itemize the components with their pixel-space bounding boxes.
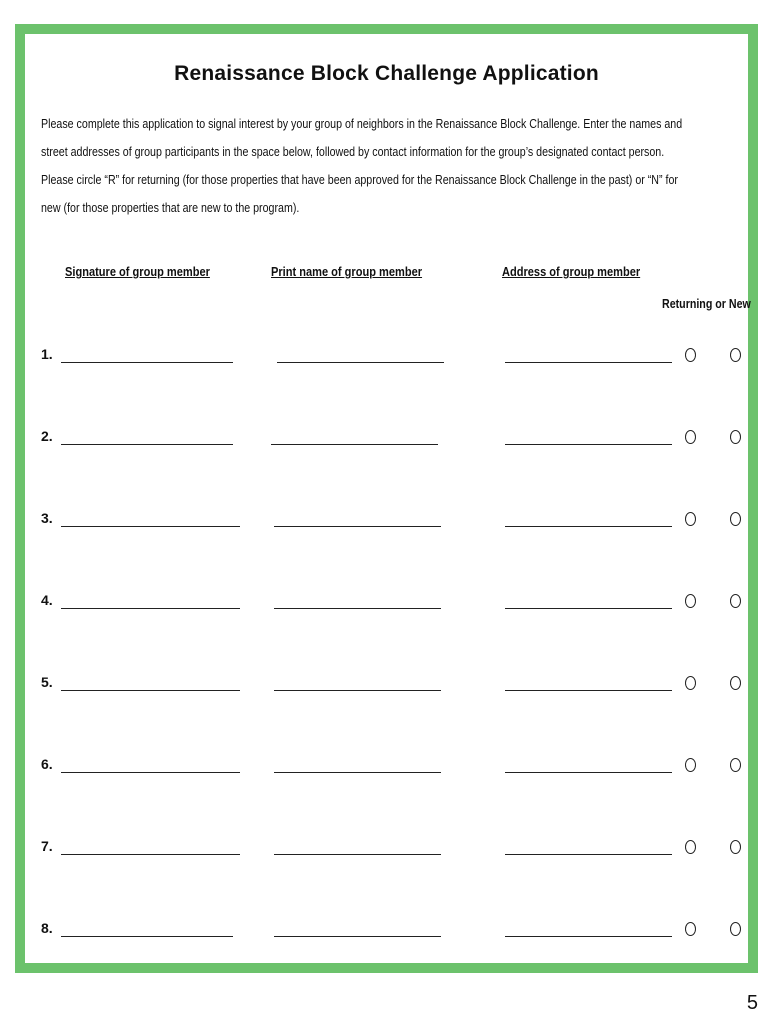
address-field[interactable] <box>505 444 672 445</box>
address-column-header: Address of group member <box>502 264 641 279</box>
instructions-line: street addresses of group participants in the space below, followed by contact information for the group’s designated contact person. <box>41 144 665 159</box>
print-name-field[interactable] <box>271 444 438 445</box>
signature-field[interactable] <box>61 526 240 527</box>
row-number: 3. <box>41 510 53 526</box>
row-number: 6. <box>41 756 53 772</box>
new-circle-option[interactable] <box>730 512 741 526</box>
address-field[interactable] <box>505 772 672 773</box>
row-number: 2. <box>41 428 53 444</box>
new-circle-option[interactable] <box>730 594 741 608</box>
row-number: 7. <box>41 838 53 854</box>
print-name-field[interactable] <box>274 772 441 773</box>
instructions-line: Please complete this application to signal interest by your group of neighbors in the Renaissance Block Challenge. Enter the names and <box>41 116 683 131</box>
address-field[interactable] <box>505 526 672 527</box>
print-name-field[interactable] <box>274 608 441 609</box>
signature-field[interactable] <box>61 608 240 609</box>
new-circle-option[interactable] <box>730 758 741 772</box>
signature-field[interactable] <box>61 362 233 363</box>
print-name-column-header: Print name of group member <box>271 264 423 279</box>
member-row <box>25 428 748 458</box>
signature-field[interactable] <box>61 936 233 937</box>
returning-circle-option[interactable] <box>685 758 696 772</box>
returning-circle-option[interactable] <box>685 676 696 690</box>
application-frame <box>15 24 758 973</box>
returning-circle-option[interactable] <box>685 512 696 526</box>
page-title: Renaissance Block Challenge Application <box>174 62 599 85</box>
returning-circle-option[interactable] <box>685 840 696 854</box>
row-number: 5. <box>41 674 53 690</box>
new-circle-option[interactable] <box>730 430 741 444</box>
row-number: 1. <box>41 346 53 362</box>
member-row <box>25 592 748 622</box>
print-name-field[interactable] <box>274 854 441 855</box>
row-number: 4. <box>41 592 53 608</box>
signature-field[interactable] <box>61 854 240 855</box>
returning-or-new-header: Returning or New <box>662 296 751 311</box>
signature-column-header: Signature of group member <box>65 264 210 279</box>
returning-circle-option[interactable] <box>685 594 696 608</box>
member-row <box>25 920 748 950</box>
member-row <box>25 838 748 868</box>
print-name-field[interactable] <box>274 690 441 691</box>
address-field[interactable] <box>505 936 672 937</box>
row-number: 8. <box>41 920 53 936</box>
address-field[interactable] <box>505 690 672 691</box>
member-row <box>25 510 748 540</box>
member-row <box>25 756 748 786</box>
print-name-field[interactable] <box>277 362 444 363</box>
member-row <box>25 674 748 704</box>
new-circle-option[interactable] <box>730 922 741 936</box>
instructions-line: Please circle “R” for returning (for those properties that have been approved for the Renaissance Block Challenge in the past) or “N” for <box>41 172 678 187</box>
address-field[interactable] <box>505 608 672 609</box>
print-name-field[interactable] <box>274 936 441 937</box>
instructions-paragraph <box>41 110 742 222</box>
signature-field[interactable] <box>61 444 233 445</box>
returning-circle-option[interactable] <box>685 430 696 444</box>
new-circle-option[interactable] <box>730 348 741 362</box>
address-field[interactable] <box>505 362 672 363</box>
new-circle-option[interactable] <box>730 840 741 854</box>
signature-field[interactable] <box>61 690 240 691</box>
returning-circle-option[interactable] <box>685 922 696 936</box>
print-name-field[interactable] <box>274 526 441 527</box>
member-row <box>25 346 748 376</box>
instructions-line: new (for those properties that are new to the program). <box>41 200 300 215</box>
signature-field[interactable] <box>61 772 240 773</box>
address-field[interactable] <box>505 854 672 855</box>
page-number: 5 <box>746 992 758 1014</box>
returning-circle-option[interactable] <box>685 348 696 362</box>
new-circle-option[interactable] <box>730 676 741 690</box>
